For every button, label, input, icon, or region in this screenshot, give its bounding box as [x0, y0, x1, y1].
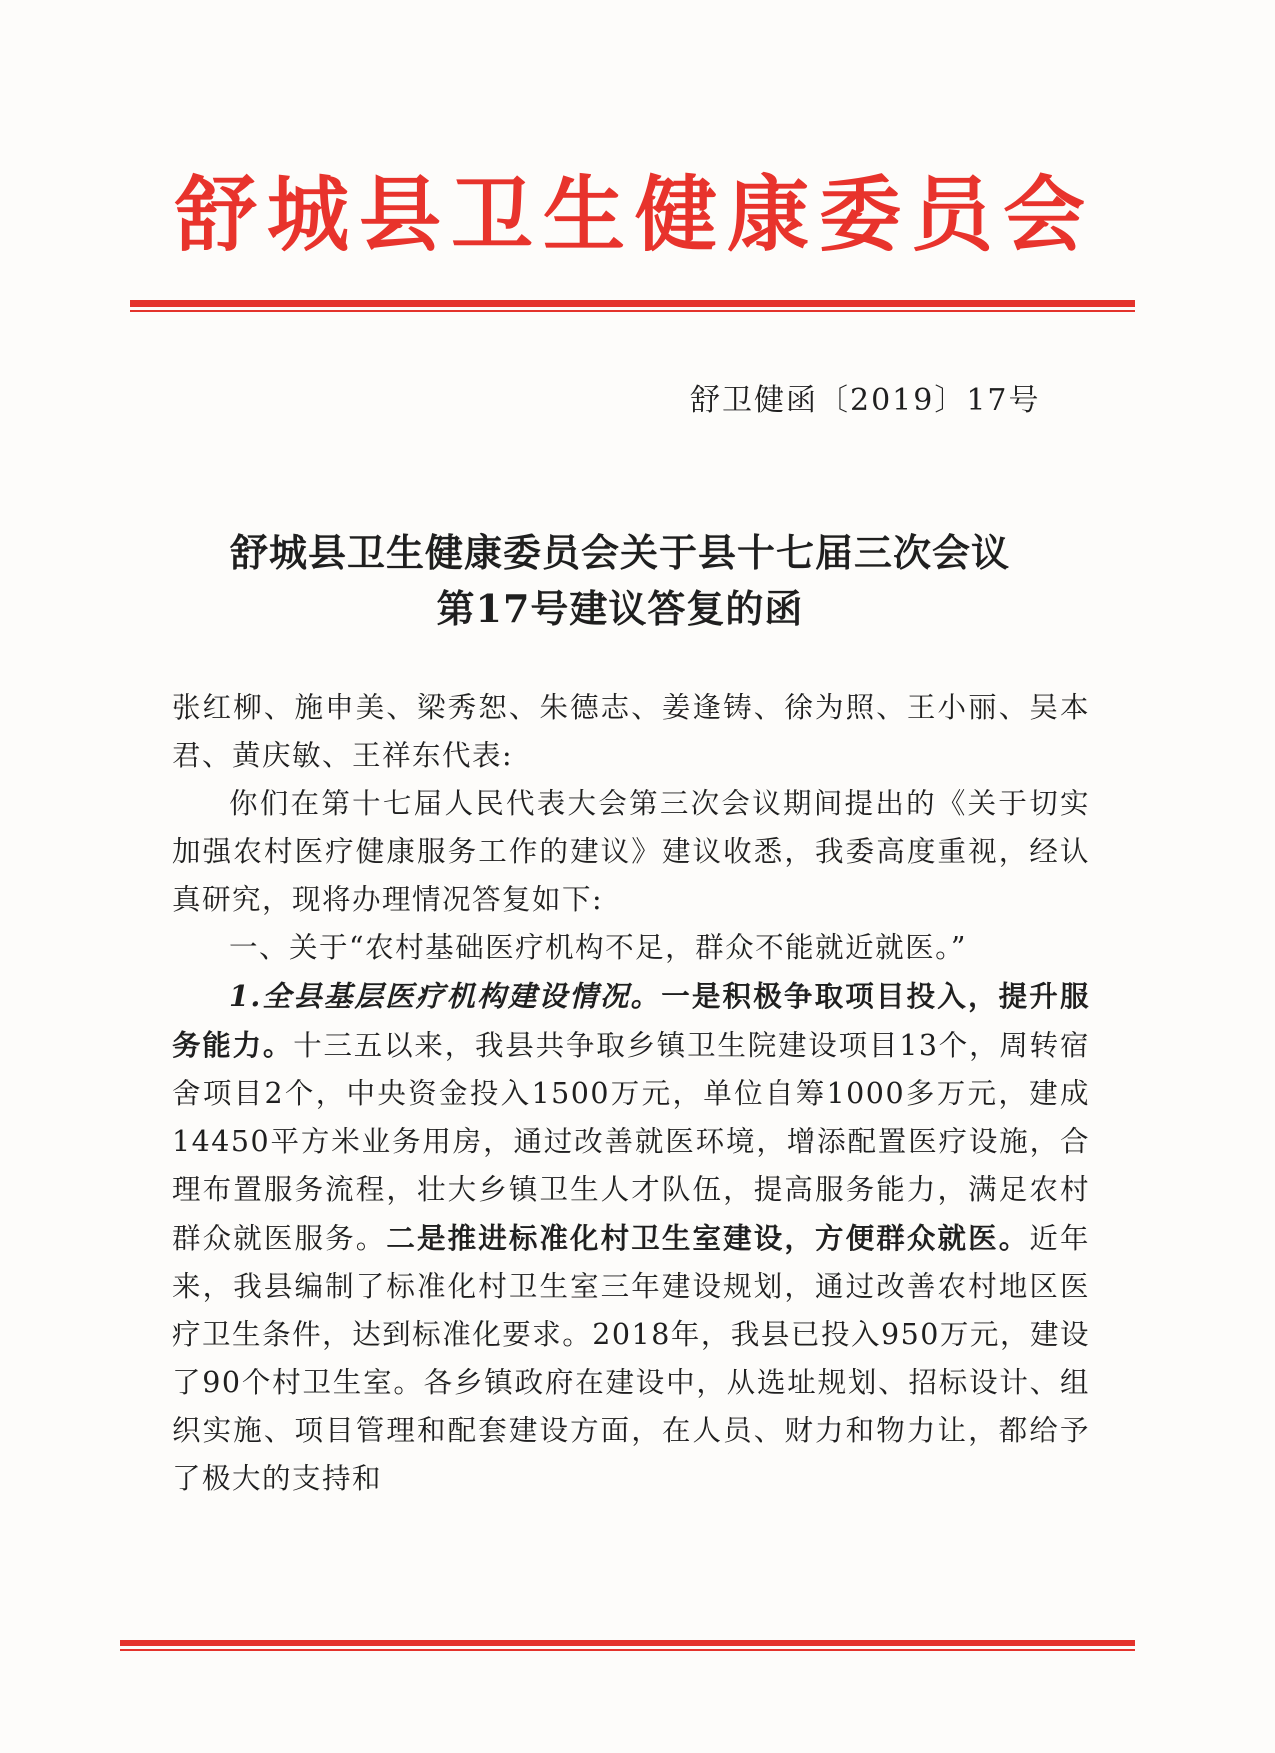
org-red-header: 舒城县卫生健康委员会 — [174, 167, 1095, 263]
document-body — [172, 684, 1090, 1503]
section-heading: 一、关于“农村基础医疗机构不足，群众不能就近就医。” — [229, 931, 967, 964]
header-red-rule-thin — [130, 310, 1135, 312]
point-1-heading: 一是积极争取项目投入，提升服务能力。 — [172, 979, 1090, 1062]
point-2-heading: 二是推进标准化村卫生室建设，方便群众就医。 — [386, 1221, 1030, 1255]
point-2-text: 近年来，我县编制了标准化村卫生室三年建设规划，通过改善农村地区医疗卫生条件，达到标准化要求。2018年，我县已投入950万元，建设了90个村卫生室。各乡镇政府在建设中，从选址规划、招标设计、组织实施、项目管理和配套建设方面，在人员、财力和物力让，都给予了极大的支持和 — [172, 1222, 1090, 1495]
paragraph-1 — [172, 972, 1090, 1503]
document-number: 舒卫健函〔2019〕17号 — [690, 383, 1041, 418]
title-line-2: 第17号建议答复的函 — [436, 586, 804, 631]
point-1-text: 十三五以来，我县共争取乡镇卫生院建设项目13个，周转宿舍项目2个，中央资金投入1500万元，单位自筹1000多万元，建成14450平方米业务用房，通过改善就医环境，增添配置医疗设施，合理布置服务流程，壮大乡镇卫生人才队伍，提高服务能力，满足农村群众就医服务。 — [172, 1029, 1090, 1255]
header-red-rule — [130, 300, 1135, 307]
title-line-1: 舒城县卫生健康委员会关于县十七届三次会议 — [229, 530, 1010, 575]
footer-red-rule — [120, 1640, 1135, 1646]
document-title — [150, 525, 1090, 637]
footer-red-rule-thin — [120, 1649, 1135, 1651]
intro-paragraph: 你们在第十七届人民代表大会第三次会议期间提出的《关于切实加强农村医疗健康服务工作的建议》建议收悉，我委高度重视，经认真研究，现将办理情况答复如下: — [172, 787, 1090, 916]
salutation: 张红柳、施申美、梁秀恕、朱德志、姜逢铸、徐为照、王小丽、吴本君、黄庆敏、王祥东代表: — [172, 691, 1090, 772]
paragraph-lead: 1.全县基层医疗机构建设情况。 — [229, 979, 662, 1013]
